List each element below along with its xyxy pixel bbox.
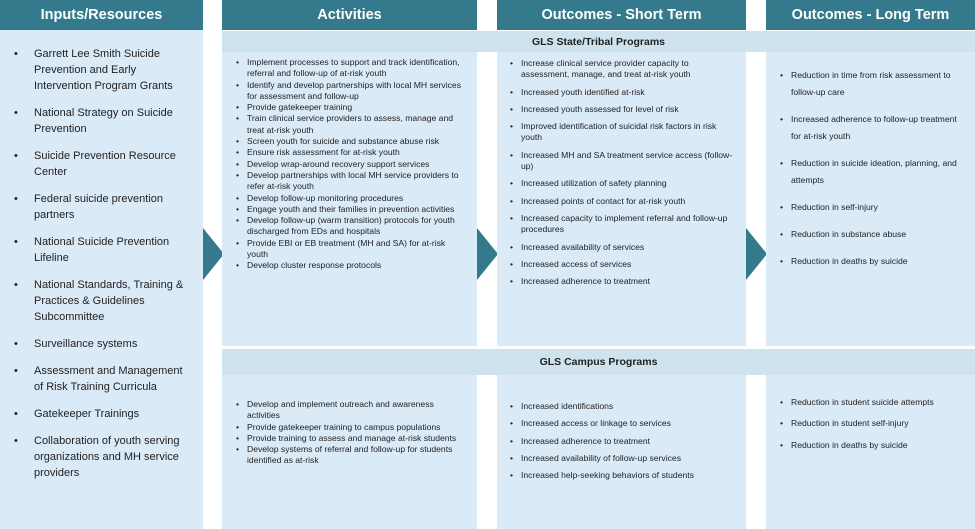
long-term-outcome-item: • Increased adherence to follow-up treatment for at-risk youth (791, 111, 969, 145)
inputs-list (34, 46, 192, 492)
short-term-outcome-item: • Increased youth identified at-risk (521, 87, 739, 98)
input-resource-item: • National Suicide Prevention Lifeline (34, 234, 192, 266)
long-term-outcome-item: • Reduction in student suicide attempts (791, 397, 969, 408)
input-resource-item: • Suicide Prevention Resource Center (34, 148, 192, 180)
campus-long-term-box (766, 375, 975, 529)
input-resource-item: • Federal suicide prevention partners (34, 191, 192, 223)
header-inputs: Inputs/Resources (0, 0, 203, 30)
state-long-term-list (791, 67, 969, 280)
input-resource-item: • Gatekeeper Trainings (34, 406, 192, 422)
activity-item: • Implement processes to support and track identification, referral and follow-up of at-risk youth (247, 57, 467, 80)
activity-item: • Ensure risk assessment for at-risk youth (247, 147, 467, 158)
short-term-outcome-item: • Increase clinical service provider capacity to assessment, manage, and treat at-risk youth (521, 58, 739, 81)
long-term-outcome-item: • Reduction in self-injury (791, 199, 969, 216)
band-campus: GLS Campus Programs (222, 349, 975, 375)
short-term-outcome-item: • Increased access or linkage to services (521, 418, 739, 429)
campus-long-term-list (791, 397, 969, 461)
activity-item: • Develop and implement outreach and awareness activities (247, 399, 462, 422)
inputs-panel (0, 30, 203, 529)
short-term-outcome-item: • Increased points of contact for at-risk youth (521, 196, 739, 207)
input-resource-item: • Assessment and Management of Risk Training Curricula (34, 363, 192, 395)
state-activities-list (247, 57, 467, 272)
short-term-outcome-item: • Increased access of services (521, 259, 739, 270)
activity-item: • Identify and develop partnerships with local MH services for assessment and follow-up (247, 80, 467, 103)
input-resource-item: • Surveillance systems (34, 336, 192, 352)
input-resource-item: • National Standards, Training & Practices & Guidelines Subcommittee (34, 277, 192, 325)
activity-item: • Screen youth for suicide and substance abuse risk (247, 136, 467, 147)
activity-item: • Develop follow-up (warm transition) protocols for youth discharged from EDs and hospitals (247, 215, 467, 238)
short-term-outcome-item: • Increased capacity to implement referral and follow-up procedures (521, 213, 739, 236)
long-term-outcome-item: • Reduction in substance abuse (791, 226, 969, 243)
state-long-term-box (766, 52, 975, 346)
campus-short-term-box (497, 375, 746, 529)
activity-item: • Develop cluster response protocols (247, 260, 467, 271)
short-term-outcome-item: • Increased help-seeking behaviors of students (521, 470, 739, 481)
activity-item: • Develop wrap-around recovery support services (247, 159, 467, 170)
activity-item: • Provide training to assess and manage at-risk students (247, 433, 462, 444)
long-term-outcome-item: • Reduction in deaths by suicide (791, 440, 969, 451)
activity-item: • Engage youth and their families in prevention activities (247, 204, 467, 215)
short-term-outcome-item: • Increased adherence to treatment (521, 276, 739, 287)
input-resource-item: • Garrett Lee Smith Suicide Prevention and Early Intervention Program Grants (34, 46, 192, 94)
activity-item: • Develop follow-up monitoring procedures (247, 193, 467, 204)
long-term-outcome-item: • Reduction in deaths by suicide (791, 253, 969, 270)
short-term-outcome-item: • Increased adherence to treatment (521, 436, 739, 447)
activity-item: • Provide gatekeeper training (247, 102, 467, 113)
state-short-term-list (521, 58, 739, 293)
arrow-right-icon (477, 228, 498, 280)
short-term-outcome-item: • Increased availability of follow-up services (521, 453, 739, 464)
short-term-outcome-item: • Increased youth assessed for level of risk (521, 104, 739, 115)
band-state-tribal: GLS State/Tribal Programs (222, 31, 975, 52)
short-term-outcome-item: • Improved identification of suicidal risk factors in risk youth (521, 121, 739, 144)
short-term-outcome-item: • Increased identifications (521, 401, 739, 412)
short-term-outcome-item: • Increased utilization of safety planning (521, 178, 739, 189)
input-resource-item: • National Strategy on Suicide Prevention (34, 105, 192, 137)
header-activities: Activities (222, 0, 477, 30)
activity-item: • Train clinical service providers to assess, manage and treat at-risk youth (247, 113, 467, 136)
short-term-outcome-item: • Increased availability of services (521, 242, 739, 253)
campus-activities-list (247, 399, 462, 467)
short-term-outcome-item: • Increased MH and SA treatment service access (follow-up) (521, 150, 739, 173)
arrow-right-icon (746, 228, 767, 280)
input-resource-item: • Collaboration of youth serving organizations and MH service providers (34, 433, 192, 481)
activity-item: • Develop partnerships with local MH service providers to refer at-risk youth (247, 170, 467, 193)
campus-short-term-list (521, 401, 739, 487)
state-activities-box (222, 52, 477, 346)
activity-item: • Provide gatekeeper training to campus populations (247, 422, 462, 433)
header-short-term: Outcomes - Short Term (497, 0, 746, 30)
activity-item: • Develop systems of referral and follow-up for students identified as at-risk (247, 444, 462, 467)
header-long-term: Outcomes - Long Term (766, 0, 975, 30)
activity-item: • Provide EBI or EB treatment (MH and SA) for at-risk youth (247, 238, 467, 261)
long-term-outcome-item: • Reduction in time from risk assessment to follow-up care (791, 67, 969, 101)
arrow-right-icon (203, 228, 224, 280)
campus-activities-box (222, 375, 477, 529)
long-term-outcome-item: • Reduction in suicide ideation, planning, and attempts (791, 155, 969, 189)
long-term-outcome-item: • Reduction in student self-injury (791, 418, 969, 429)
state-short-term-box (497, 52, 746, 346)
